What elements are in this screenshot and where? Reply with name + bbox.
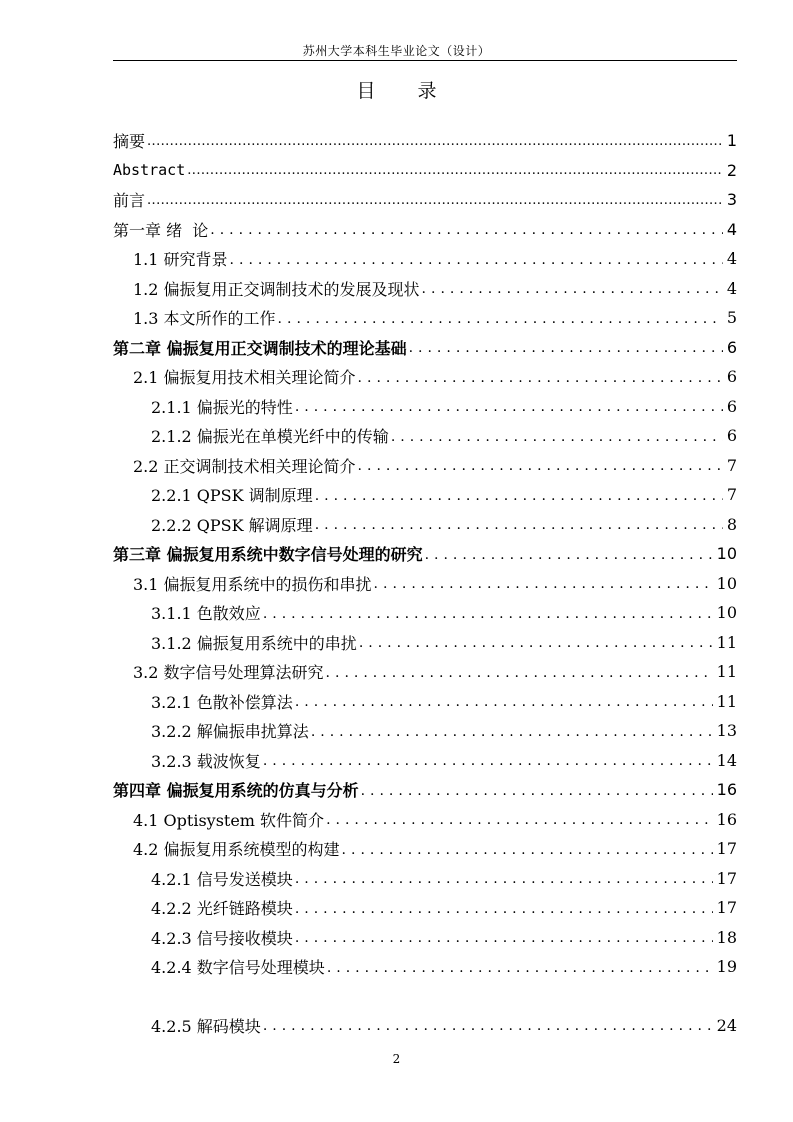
toc-entry-chapter-1[interactable] — [113, 215, 737, 245]
leader-dots — [374, 572, 713, 594]
toc-entry-3-2-1[interactable] — [113, 687, 737, 717]
leader-dots — [263, 602, 713, 624]
toc-entry-chapter-3[interactable] — [113, 539, 737, 569]
toc-entry-label: 前言 — [113, 191, 146, 211]
toc-entry-page: 6 — [726, 396, 737, 416]
leader-dots — [358, 454, 723, 476]
toc-entry-page: 6 — [726, 337, 737, 357]
toc-entry-page: 5 — [726, 308, 737, 328]
toc-entry-label: 2.2.1 QPSK 调制原理 — [151, 486, 313, 506]
toc-entry-label: 4.2.3 信号接收模块 — [151, 928, 293, 948]
toc-entry-1-2[interactable] — [113, 274, 737, 304]
toc-title: 目 录 — [356, 80, 455, 102]
toc-entry-3-2-2[interactable] — [113, 716, 737, 746]
page-number: 2 — [392, 1052, 401, 1066]
toc-entry-label: 1.1 研究背景 — [133, 250, 228, 270]
leader-dots — [327, 956, 713, 978]
toc-entry-label: 第四章 偏振复用系统的仿真与分析 — [113, 781, 359, 801]
leader-dots — [278, 307, 723, 329]
toc-entry-3-1-1[interactable] — [113, 598, 737, 628]
leader-dots — [263, 1014, 713, 1036]
leader-dots — [295, 395, 723, 417]
toc-entry-page: 16 — [716, 809, 737, 829]
toc-entry-label: 4.2.1 信号发送模块 — [151, 869, 293, 889]
toc-entry-label: 第三章 偏振复用系统中数字信号处理的研究 — [113, 545, 423, 565]
leader-dots — [295, 897, 713, 919]
toc-entry-page: 17 — [716, 898, 737, 918]
page-header: 苏州大学本科生毕业论文（设计） — [302, 44, 491, 58]
toc-entry-2-2-1[interactable] — [113, 480, 737, 510]
table-of-contents — [113, 126, 737, 1040]
toc-entry-page: 7 — [726, 485, 737, 505]
toc-entry-4-2-2[interactable] — [113, 893, 737, 923]
toc-entry-chapter-2[interactable] — [113, 333, 737, 363]
toc-entry-page: 24 — [716, 1015, 737, 1035]
toc-entry-page: 7 — [726, 455, 737, 475]
leader-dots — [422, 277, 723, 299]
toc-entry-label: 2.2.2 QPSK 解调原理 — [151, 515, 313, 535]
toc-entry-4-2-4[interactable] — [113, 952, 737, 982]
toc-entry-chapter-4[interactable] — [113, 775, 737, 805]
toc-entry-label: 3.1 偏振复用系统中的损伤和串扰 — [133, 574, 372, 594]
toc-entry-page: 19 — [716, 957, 737, 977]
toc-entry-4-2[interactable] — [113, 834, 737, 864]
header-rule — [113, 60, 737, 61]
toc-entry-page: 11 — [716, 662, 737, 682]
toc-entry-3-1[interactable] — [113, 569, 737, 599]
leader-dots — [342, 838, 713, 860]
toc-entry-page: 4 — [726, 219, 737, 239]
toc-entry-page: 11 — [716, 632, 737, 652]
toc-entry-2-2[interactable] — [113, 451, 737, 481]
toc-entry-label: 第二章 偏振复用正交调制技术的理论基础 — [113, 338, 407, 358]
leader-dots — [295, 926, 713, 948]
toc-entry-label: 2.1.1 偏振光的特性 — [151, 397, 293, 417]
toc-entry-label: Abstract — [113, 161, 186, 180]
toc-entry-page: 11 — [716, 691, 737, 711]
toc-entry-1-1[interactable] — [113, 244, 737, 274]
toc-entry-label: 4.2.2 光纤链路模块 — [151, 899, 293, 919]
toc-entry-label: 3.2.1 色散补偿算法 — [151, 692, 293, 712]
toc-entry-label: 摘要 — [113, 132, 146, 152]
leader-dots — [187, 159, 723, 181]
toc-entry-label: 4.2.5 解码模块 — [151, 1016, 261, 1036]
toc-entry-3-2[interactable] — [113, 657, 737, 687]
toc-entry-2-1-1[interactable] — [113, 392, 737, 422]
toc-entry-label: 1.3 本文所作的工作 — [133, 309, 276, 329]
toc-entry-page: 13 — [716, 721, 737, 741]
toc-entry-2-1[interactable] — [113, 362, 737, 392]
leader-dots — [425, 543, 713, 565]
toc-entry-4-2-3[interactable] — [113, 923, 737, 953]
toc-entry-page: 18 — [716, 927, 737, 947]
toc-entry-label: 3.2 数字信号处理算法研究 — [133, 663, 324, 683]
toc-entry-label: 第一章 绪 论 — [113, 220, 209, 240]
leader-dots — [326, 661, 713, 683]
toc-entry-page: 16 — [716, 780, 737, 800]
leader-dots — [230, 248, 723, 270]
toc-entry-abstract-en[interactable] — [113, 156, 737, 186]
toc-entry-page: 10 — [716, 603, 737, 623]
leader-dots — [263, 749, 713, 771]
toc-entry-page: 6 — [726, 367, 737, 387]
toc-entry-page: 8 — [726, 514, 737, 534]
toc-entry-page: 4 — [726, 278, 737, 298]
leader-dots — [391, 425, 723, 447]
toc-entry-label: 4.2 偏振复用系统模型的构建 — [133, 840, 340, 860]
toc-entry-page: 17 — [716, 868, 737, 888]
leader-dots — [311, 720, 713, 742]
toc-entry-preface[interactable] — [113, 185, 737, 215]
leader-dots — [147, 189, 723, 211]
toc-entry-page: 3 — [726, 190, 737, 210]
toc-entry-3-1-2[interactable] — [113, 628, 737, 658]
leader-dots — [315, 513, 723, 535]
leader-dots — [315, 484, 723, 506]
leader-dots — [295, 867, 713, 889]
toc-entry-3-2-3[interactable] — [113, 746, 737, 776]
toc-entry-page: 2 — [726, 160, 737, 180]
leader-dots — [210, 218, 723, 240]
toc-entry-label: 2.2 正交调制技术相关理论简介 — [133, 456, 356, 476]
toc-entry-label: 3.2.2 解偏振串扰算法 — [151, 722, 309, 742]
toc-entry-4-1[interactable] — [113, 805, 737, 835]
toc-entry-2-2-2[interactable] — [113, 510, 737, 540]
toc-entry-page: 10 — [716, 544, 737, 564]
toc-entry-label: 2.1.2 偏振光在单模光纤中的传输 — [151, 427, 389, 447]
toc-entry-page: 1 — [726, 131, 737, 151]
toc-entry-1-3[interactable] — [113, 303, 737, 333]
leader-dots — [361, 779, 713, 801]
toc-entry-2-1-2[interactable] — [113, 421, 737, 451]
leader-dots — [295, 690, 713, 712]
toc-entry-label: 3.1.2 偏振复用系统中的串扰 — [151, 633, 357, 653]
leader-dots — [358, 366, 723, 388]
toc-entry-page: 6 — [726, 426, 737, 446]
toc-entry-abstract-cn[interactable] — [113, 126, 737, 156]
toc-entry-label: 2.1 偏振复用技术相关理论简介 — [133, 368, 356, 388]
toc-entry-label: 3.1.1 色散效应 — [151, 604, 261, 624]
toc-entry-label: 4.2.4 数字信号处理模块 — [151, 958, 325, 978]
toc-entry-page: 4 — [726, 249, 737, 269]
leader-dots — [326, 808, 713, 830]
toc-entry-page: 17 — [716, 839, 737, 859]
toc-entry-label: 4.1 Optisystem 软件简介 — [133, 810, 325, 830]
leader-dots — [409, 336, 723, 358]
leader-dots — [147, 130, 723, 152]
toc-entry-page: 10 — [716, 573, 737, 593]
toc-entry-4-2-1[interactable] — [113, 864, 737, 894]
toc-entry-label: 1.2 偏振复用正交调制技术的发展及现状 — [133, 279, 420, 299]
toc-entry-label: 3.2.3 载波恢复 — [151, 751, 261, 771]
toc-entry-page: 14 — [716, 750, 737, 770]
toc-entry-4-2-5[interactable] — [113, 1011, 737, 1041]
leader-dots — [359, 631, 713, 653]
